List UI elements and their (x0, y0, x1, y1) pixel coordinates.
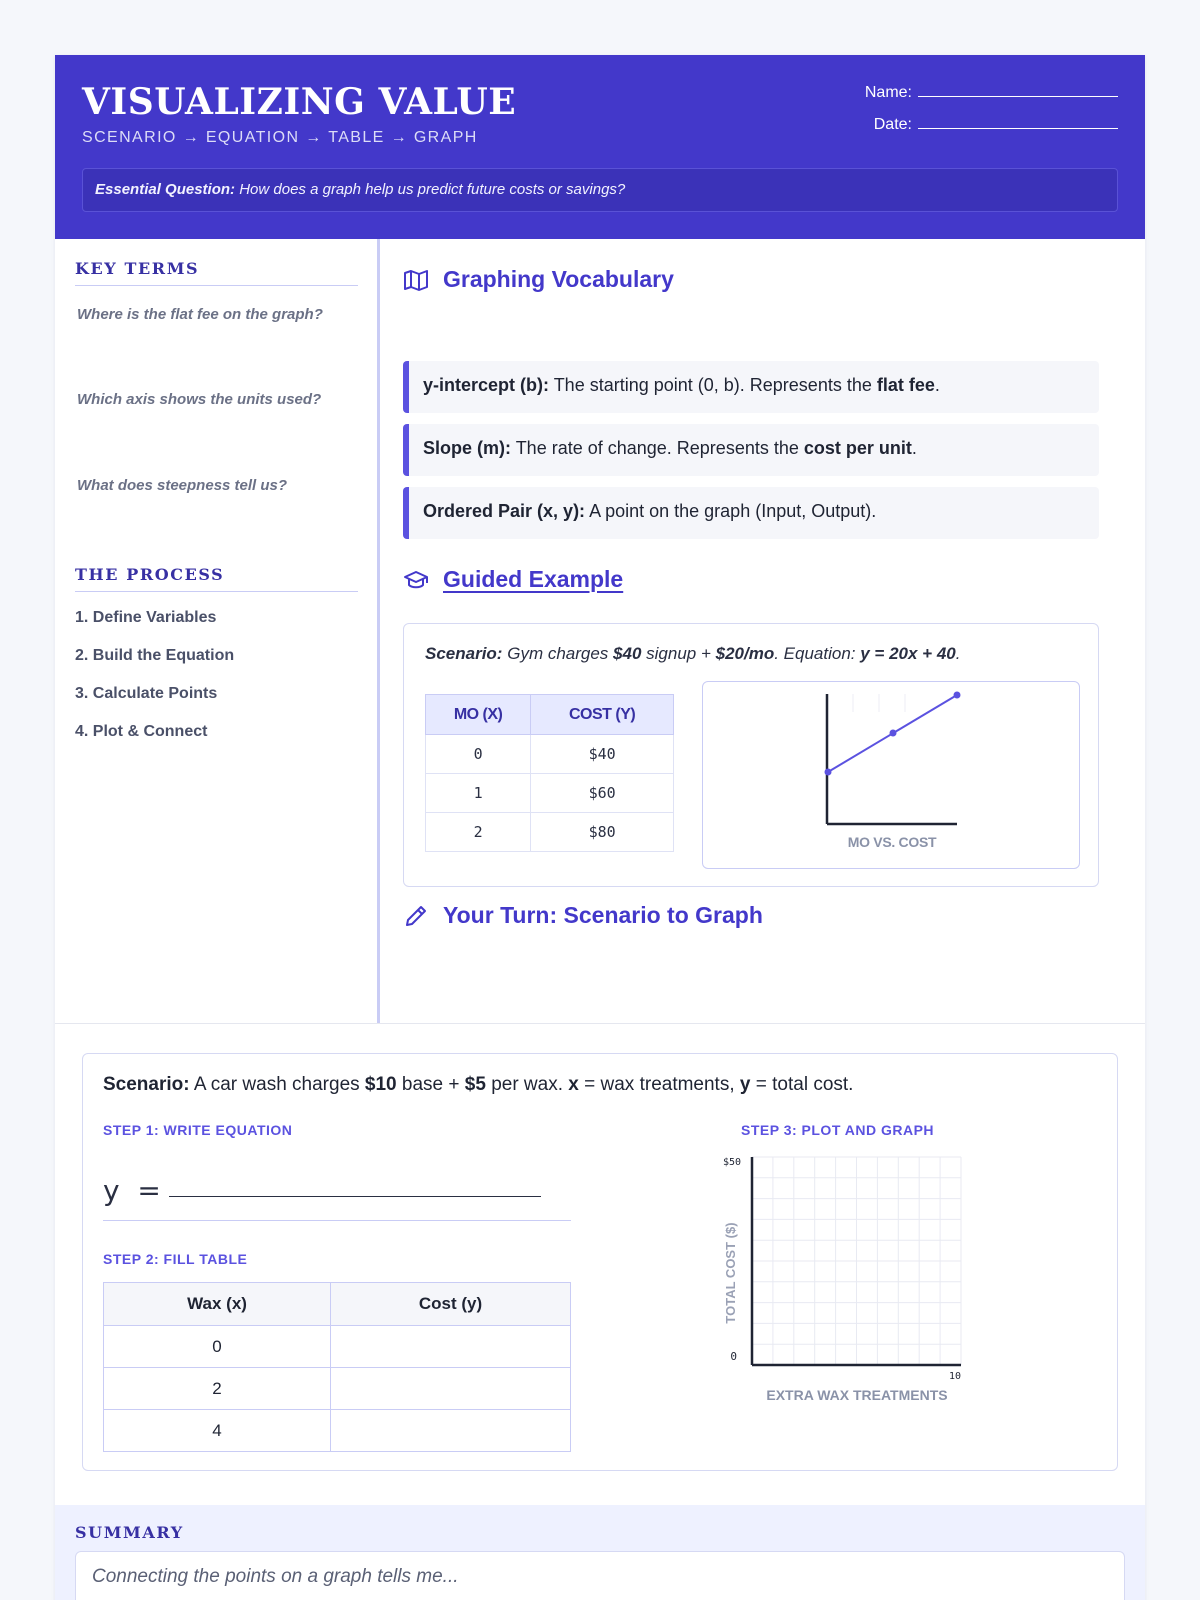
table-row (426, 813, 674, 852)
graduation-cap-icon (403, 569, 429, 591)
y-axis-label: TOTAL COST ($) (723, 1222, 738, 1324)
sidebar-question: Where is the flat fee on the graph? (77, 306, 323, 323)
scenario-text: base + (401, 1074, 460, 1095)
table-blank-cell[interactable] (331, 1410, 571, 1452)
table-row (426, 735, 674, 774)
table-header: Cost (y) (331, 1283, 571, 1326)
scenario-equation: y = 20x + 40 (860, 644, 956, 663)
example-heading (403, 566, 623, 593)
process-heading: THE PROCESS (75, 565, 358, 592)
table-cell: 0 (426, 735, 531, 774)
scenario-rate: $5 (464, 1074, 486, 1095)
vocab-item (403, 487, 1099, 539)
process-step: 3. Calculate Points (75, 685, 218, 702)
vocab-emphasis: flat fee (876, 375, 935, 395)
table-cell: 4 (104, 1410, 331, 1452)
scenario-text: . Equation: (774, 644, 856, 663)
x-max-label: 10 (948, 1371, 962, 1382)
pencil-icon (403, 903, 429, 929)
vocab-term: Slope (m): (423, 438, 511, 458)
summary-heading: SUMMARY (75, 1523, 184, 1542)
turn-scenario (103, 1074, 853, 1096)
name-field[interactable] (865, 83, 1118, 102)
example-graph-label: MO VS. COST (847, 834, 937, 850)
vocab-punct: . (911, 438, 917, 458)
sidebar (55, 239, 380, 1023)
example-table (425, 694, 674, 852)
vocab-item (403, 424, 1099, 476)
table-cell: 2 (104, 1368, 331, 1410)
header-banner (55, 55, 1145, 239)
page-title: VISUALIZING VALUE (82, 81, 517, 123)
scenario-text: signup + (646, 644, 711, 663)
vocab-term: y-intercept (b): (423, 375, 549, 395)
vocab-heading-text: Graphing Vocabulary (443, 266, 674, 292)
your-turn-card (82, 1053, 1118, 1471)
example-scenario (425, 644, 960, 664)
name-line[interactable] (918, 83, 1118, 97)
scenario-text: Gym charges (507, 644, 609, 663)
table-cell: 1 (426, 774, 531, 813)
vocab-punct: . (934, 375, 940, 395)
table-blank-cell[interactable] (331, 1368, 571, 1410)
step2-label: STEP 2: FILL TABLE (103, 1251, 248, 1267)
table-cell: $60 (531, 774, 674, 813)
date-line[interactable] (918, 115, 1118, 129)
table-row (104, 1410, 571, 1452)
example-graph (702, 681, 1080, 869)
y-zero-label: 0 (730, 1350, 737, 1363)
date-field[interactable] (874, 115, 1118, 134)
turn-heading-text: Your Turn: Scenario to Graph (443, 902, 763, 928)
sidebar-question: What does steepness tell us? (77, 477, 288, 494)
process-step: 1. Define Variables (75, 609, 217, 626)
turn-heading (403, 902, 763, 929)
summary-input[interactable]: Connecting the points on a graph tells me... (75, 1551, 1125, 1600)
scenario-label: Scenario: (103, 1074, 190, 1095)
vocab-text: The starting point (0, b). Represents the (553, 375, 872, 395)
step1-label: STEP 1: WRITE EQUATION (103, 1122, 293, 1138)
table-cell: 2 (426, 813, 531, 852)
key-terms-heading: KEY TERMS (75, 259, 358, 286)
scenario-x: x (568, 1074, 579, 1095)
example-heading-text: Guided Example (443, 566, 624, 592)
scenario-text: A car wash charges (193, 1074, 360, 1095)
scenario-y: y (739, 1074, 751, 1095)
date-label: Date: (873, 116, 912, 133)
map-icon (403, 269, 429, 291)
process-step: 2. Build the Equation (75, 647, 235, 664)
scenario-text: = wax treatments, (584, 1074, 735, 1095)
scenario-text: = total cost. (755, 1074, 854, 1095)
equation-prefix: y = (103, 1174, 161, 1207)
vocab-text: The rate of change. Represents the (515, 438, 799, 458)
scenario-text: per wax. (491, 1074, 563, 1095)
main-content (383, 239, 1145, 1023)
step3-label: STEP 3: PLOT AND GRAPH (741, 1122, 935, 1138)
table-header: MO (X) (426, 695, 531, 735)
scenario-rate: $20/mo (715, 644, 775, 663)
table-row (426, 774, 674, 813)
vocab-emphasis: cost per unit (803, 438, 912, 458)
table-cell: 0 (104, 1326, 331, 1368)
fill-table (103, 1282, 571, 1452)
vocab-heading (403, 266, 674, 293)
essential-question (82, 168, 1118, 212)
y-max-label: $50 (722, 1157, 741, 1168)
equation-blank-line[interactable] (169, 1196, 541, 1197)
process-step: 4. Plot & Connect (75, 723, 208, 740)
scenario-label: Scenario: (425, 644, 503, 663)
table-row (104, 1368, 571, 1410)
table-cell: $80 (531, 813, 674, 852)
data-point (825, 769, 832, 776)
worksheet-page (55, 55, 1145, 1600)
essential-question-text: How does a graph help us predict future costs or savings? (239, 181, 626, 198)
equation-write-area[interactable] (103, 1164, 571, 1221)
table-blank-cell[interactable] (331, 1326, 571, 1368)
vocab-item (403, 361, 1099, 413)
vocab-term: Ordered Pair (x, y): (423, 501, 586, 521)
scenario-fee: $40 (613, 644, 642, 663)
vocab-text: A point on the graph (Input, Output). (589, 501, 877, 521)
name-label: Name: (864, 84, 912, 101)
your-turn-section (55, 1023, 1145, 1493)
table-row (104, 1326, 571, 1368)
blank-graph-grid[interactable] (703, 1149, 983, 1409)
x-axis-label: EXTRA WAX TREATMENTS (766, 1387, 948, 1403)
page-subtitle: SCENARIO → EQUATION → TABLE → GRAPH (82, 129, 478, 146)
data-point (954, 692, 961, 699)
table-header: Wax (x) (104, 1283, 331, 1326)
example-card (403, 623, 1099, 887)
table-header: COST (Y) (531, 695, 674, 735)
graph-grid (752, 1157, 961, 1365)
data-point (890, 730, 897, 737)
scenario-text: . (955, 644, 961, 663)
summary-section (55, 1505, 1145, 1600)
essential-question-label: Essential Question: (95, 181, 236, 198)
scenario-base: $10 (364, 1074, 397, 1095)
table-cell: $40 (531, 735, 674, 774)
sidebar-question: Which axis shows the units used? (77, 391, 322, 408)
